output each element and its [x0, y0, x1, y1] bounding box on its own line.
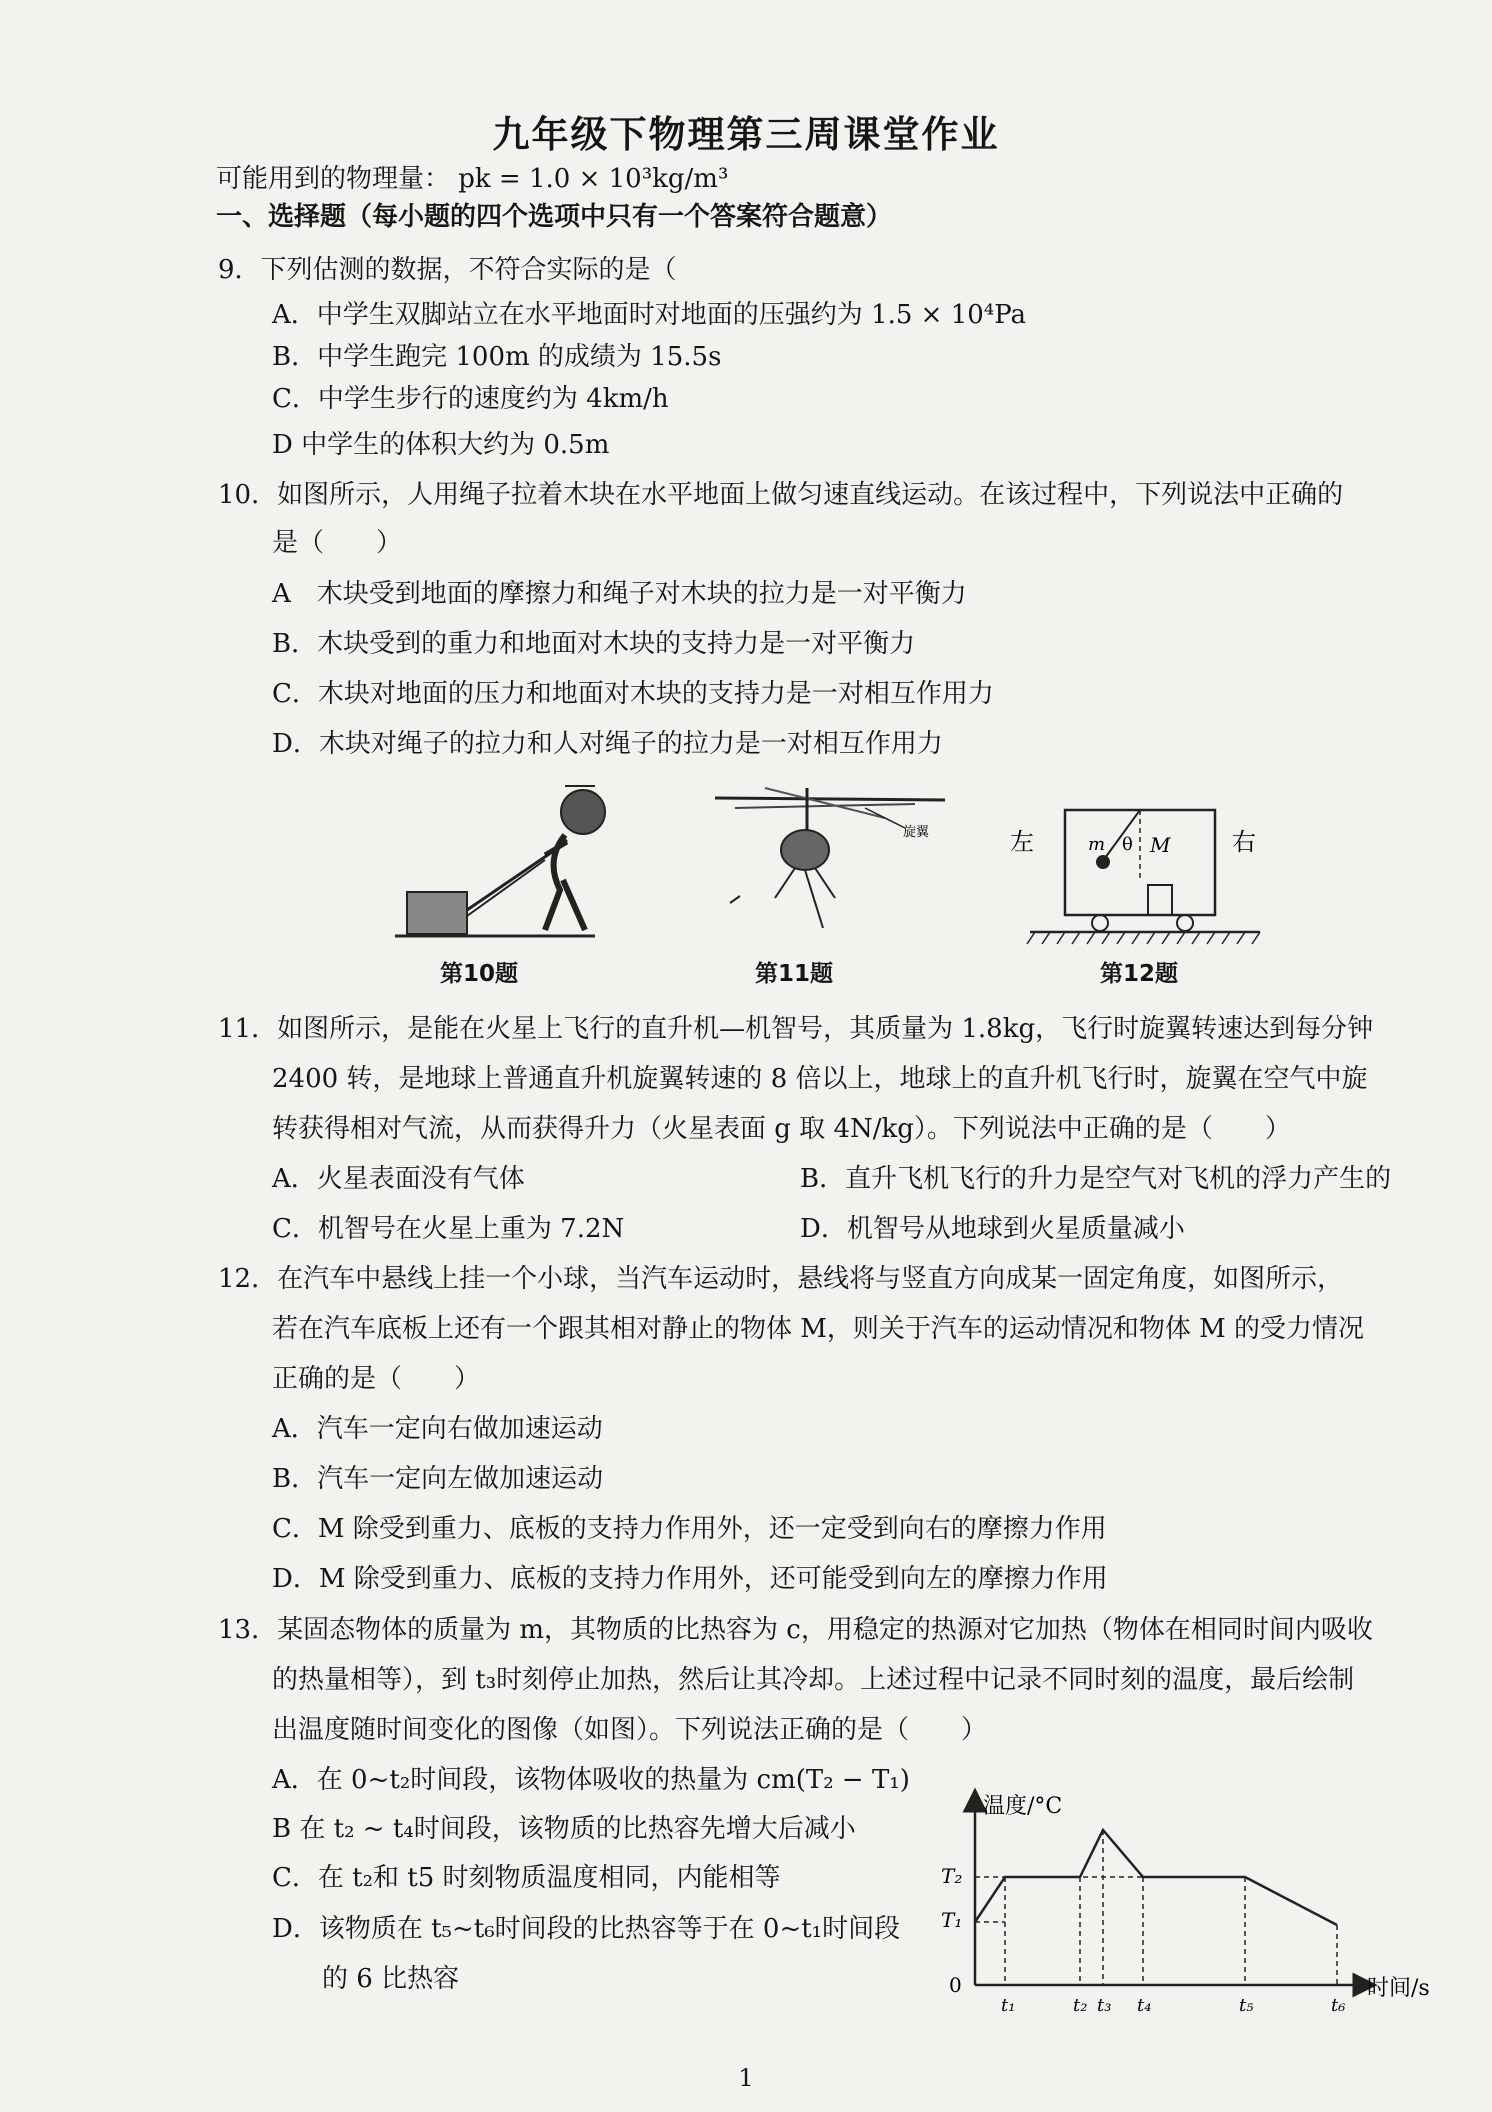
q11-option-d: D．机智号从地球到火星质量减小 — [800, 1214, 1185, 1244]
figure-11-caption: 第11题 — [755, 961, 834, 987]
figure-12-left-label: 左 — [1010, 828, 1034, 856]
q9-option-b: B．中学生跑完 100m 的成绩为 15.5s — [272, 342, 722, 372]
figure-12-ball-label: m — [1088, 834, 1106, 855]
graph-y-label: 温度/°C — [983, 1794, 1063, 1819]
figure-11-rotor-label: 旋翼 — [903, 825, 930, 840]
q11-option-b: B．直升飞机飞行的升力是空气对飞机的浮力产生的 — [800, 1164, 1392, 1194]
temperature-time-graph — [935, 1785, 1445, 2020]
q13-option-d-line1: D．该物质在 t₅~t₆时间段的比热容等于在 0~t₁时间段 — [272, 1914, 901, 1944]
q13-stem-line1: 13．某固态物体的质量为 m，其物质的比热容为 c，用稳定的热源对它加热（物体在相同时间内吸收 — [218, 1615, 1373, 1645]
graph-origin-label: 0 — [949, 1973, 962, 1997]
q13-option-b: B 在 t₂ ~ t₄时间段，该物质的比热容先增大后减小 — [272, 1814, 856, 1844]
constants-line: 可能用到的物理量： pk = 1.0 × 10³kg/m³ — [216, 164, 729, 194]
graph-T2-label: T₂ — [941, 1864, 963, 1888]
q12-stem-line1: 12．在汽车中悬线上挂一个小球，当汽车运动时，悬线将与竖直方向成某一固定角度，如图所示， — [218, 1264, 1344, 1294]
q11-option-a: A．火星表面没有气体 — [272, 1164, 525, 1194]
figure-11-helicopter — [705, 778, 965, 948]
q12-option-d: D．M 除受到重力、底板的支持力作用外，还可能受到向左的摩擦力作用 — [272, 1564, 1108, 1594]
figure-12-car-pendulum — [1010, 790, 1270, 950]
figure-12-angle-label: θ — [1122, 834, 1133, 855]
figure-10-person-pulling-block — [395, 780, 665, 945]
q10-option-b: B．木块受到的重力和地面对木块的支持力是一对平衡力 — [272, 629, 916, 659]
q13-stem-line2: 的热量相等），到 t₃时刻停止加热，然后让其冷却。上述过程中记录不同时刻的温度，最后绘制 — [272, 1665, 1355, 1695]
graph-tick-t4: t₄ — [1137, 1995, 1152, 2016]
q10-stem-line2: 是（ ） — [272, 528, 403, 558]
graph-tick-t5: t₅ — [1239, 1995, 1254, 2016]
q10-option-d: D．木块对绳子的拉力和人对绳子的拉力是一对相互作用力 — [272, 729, 943, 759]
figure-10-caption: 第10题 — [440, 961, 519, 987]
figure-12-block-label: M — [1150, 833, 1171, 857]
q9-option-a: A．中学生双脚站立在水平地面时对地面的压强约为 1.5 × 10⁴Pa — [272, 300, 1027, 330]
q9-stem: 9．下列估测的数据，不符合实际的是（ — [218, 255, 677, 285]
page-title: 九年级下物理第三周课堂作业 — [492, 113, 1000, 156]
q11-stem-line3: 转获得相对气流，从而获得升力（火星表面 g 取 4N/kg）。下列说法中正确的是（ ） — [272, 1114, 1291, 1144]
graph-tick-t1: t₁ — [1001, 1995, 1016, 2016]
graph-tick-t3: t₃ — [1097, 1995, 1112, 2016]
graph-T1-label: T₁ — [941, 1908, 963, 1932]
figure-12-right-label: 右 — [1232, 828, 1256, 856]
q10-stem-line1: 10．如图所示，人用绳子拉着木块在水平地面上做匀速直线运动。在该过程中，下列说法中正确的 — [218, 480, 1344, 510]
q9-option-c: C．中学生步行的速度约为 4km/h — [272, 384, 669, 414]
q13-stem-line3: 出温度随时间变化的图像（如图）。下列说法正确的是（ ） — [272, 1715, 988, 1745]
q12-option-c: C．M 除受到重力、底板的支持力作用外，还一定受到向右的摩擦力作用 — [272, 1514, 1107, 1544]
q11-option-c: C．机智号在火星上重为 7.2N — [272, 1214, 625, 1244]
graph-tick-t2: t₂ — [1073, 1995, 1088, 2016]
graph-temperature-curve — [975, 1830, 1337, 1925]
page-number: 1 — [738, 2064, 754, 2092]
q12-option-b: B．汽车一定向左做加速运动 — [272, 1464, 604, 1494]
graph-tick-t6: t₆ — [1331, 1995, 1346, 2016]
q10-option-c: C．木块对地面的压力和地面对木块的支持力是一对相互作用力 — [272, 679, 994, 709]
q13-option-c: C．在 t₂和 t5 时刻物质温度相同，内能相等 — [272, 1863, 781, 1893]
q11-stem-line1: 11．如图所示，是能在火星上飞行的直升机—机智号，其质量为 1.8kg，飞行时旋翼转速达到每分钟 — [218, 1014, 1374, 1044]
q12-stem-line3: 正确的是（ ） — [272, 1364, 481, 1394]
q9-option-d: D 中学生的体积大约为 0.5m — [272, 430, 610, 460]
q10-option-a: A 木块受到地面的摩擦力和绳子对木块的拉力是一对平衡力 — [272, 579, 967, 609]
graph-x-label: 时间/s — [1367, 1976, 1430, 2001]
q12-option-a: A．汽车一定向右做加速运动 — [272, 1414, 603, 1444]
figure-12-caption: 第12题 — [1100, 961, 1179, 987]
q11-stem-line2: 2400 转，是地球上普通直升机旋翼转速的 8 倍以上，地球上的直升机飞行时，旋翼在空气中旋 — [272, 1064, 1368, 1094]
q13-option-a: A．在 0~t₂时间段，该物体吸收的热量为 cm(T₂ − T₁) — [272, 1765, 910, 1795]
section-heading: 一、选择题（每小题的四个选项中只有一个答案符合题意） — [216, 202, 893, 232]
q12-stem-line2: 若在汽车底板上还有一个跟其相对静止的物体 M，则关于汽车的运动情况和物体 M 的受力情况 — [272, 1314, 1365, 1344]
q13-option-d-line2: 的 6 比热容 — [322, 1964, 460, 1994]
